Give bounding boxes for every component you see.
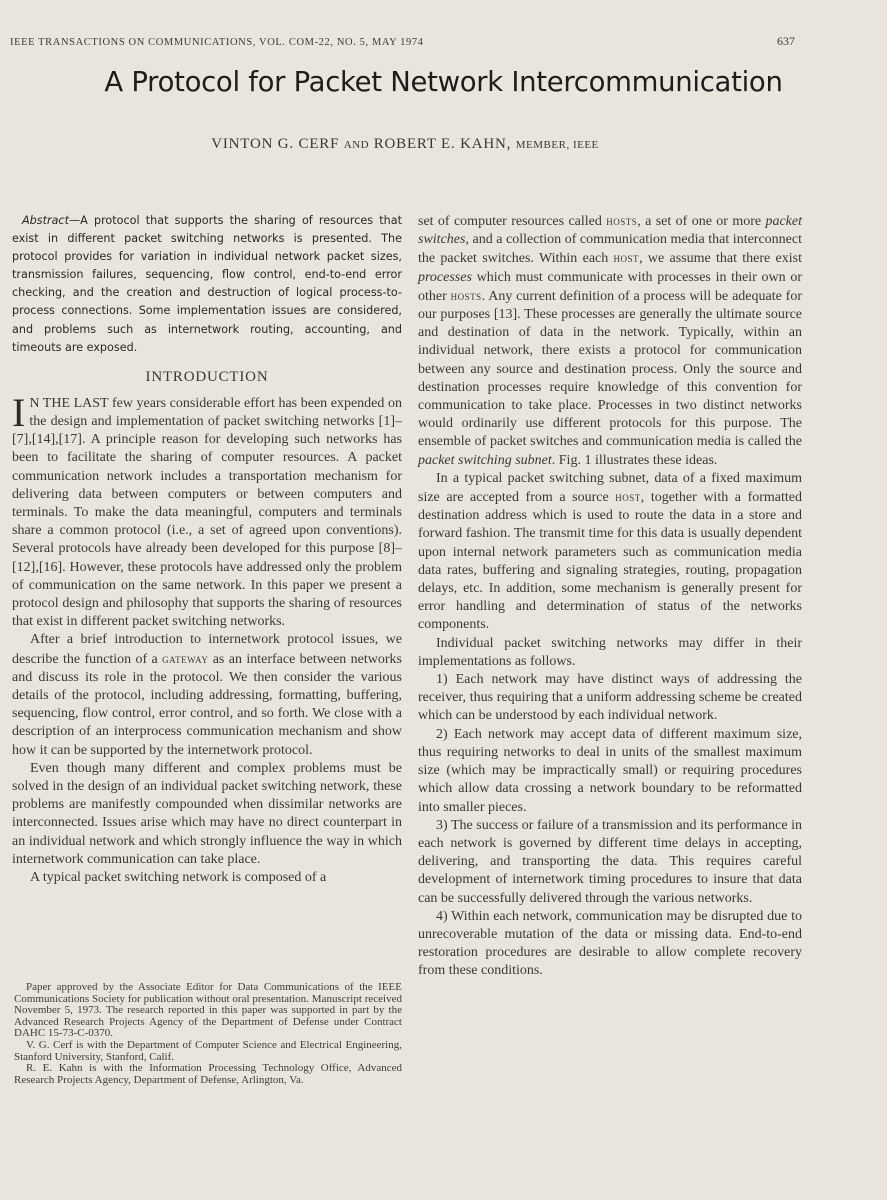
right-paragraph-3: Individual packet switching networks may differ in their implementations as follows.: [418, 635, 802, 669]
author-kahn: ROBERT E. KAHN,: [373, 136, 512, 152]
intro-paragraph-1: [12, 389, 402, 632]
rp1-d: , we assume that there exist: [639, 251, 802, 267]
footnote-approval: Paper approved by the Associate Editor for Data Communications of the IEEE Communications Society for publication without oral presentation. Manuscript received November 5, 1973. The research reported in this paper was supported in part by the Advanced Research Projects Agency of the Department of Defense under Contract DAHC 15-73-C-0370.: [14, 981, 402, 1040]
term-host: host: [613, 250, 640, 266]
author-line: [0, 136, 810, 153]
term-packet-switching-subnet: packet switching subnet: [418, 452, 552, 468]
term-packet-switches: packet switches: [418, 214, 802, 248]
rp2-b: , together with a formatted destination address which is used to route the data in a store and forward fashion. The transmit time for this data is usually dependent upon internal network parameters such as communication media data rates, buffering and signaling strategies, routing, propagation delays, etc. In addition, some mechanism is generally present for error handling and determination of status of the networks components.: [418, 490, 803, 633]
abstract: [12, 212, 402, 357]
term-host-2: host: [615, 489, 641, 505]
rp1-e: which must communicate with processes in their own or other: [418, 269, 803, 304]
abstract-lead: Abstract: [22, 214, 69, 227]
paper-title: A Protocol for Packet Network Intercommunication: [104, 66, 783, 98]
section-heading-introduction: INTRODUCTION: [145, 368, 269, 385]
intro-paragraph-3: Even though many different and complex problems must be solved in the design of an individual packet switching network, these problems are manifestly compounded when dissimilar networks are interconnected. Issues arise which may have no direct counterpart in an individual network and which strongly influence the way in which internetwork communication can take place.: [12, 760, 402, 867]
author-conjunction: AND: [343, 139, 370, 151]
list-item-2: 2) Each network may accept data of different maximum size, thus requiring networks to deal in units of the smallest maximum size (which may be impractically small) or requiring procedures which allow data crossing a network boundary to be reformatted into smaller pieces.: [418, 726, 802, 815]
author-cerf: VINTON G. CERF: [211, 136, 340, 152]
intro-paragraph-2: [12, 631, 402, 759]
running-head: IEEE TRANSACTIONS ON COMMUNICATIONS, VOL. COM-22, NO. 5, MAY 1974: [10, 37, 424, 48]
rp1-g: . Fig. 1 illustrates these ideas.: [551, 452, 718, 468]
rp1-b: , a set of one or more: [637, 214, 762, 229]
right-column: [418, 212, 802, 981]
author-membership: MEMBER, IEEE: [515, 139, 599, 151]
list-item-3: 3) The success or failure of a transmission and its performance in each network is governed by different time delays in accepting, delivering, and transporting the data. This requires careful development of internetwork timing procedures to insure that data can be successfully delivered through the various networks.: [418, 817, 802, 906]
drop-cap: I: [12, 389, 26, 435]
left-column: [12, 212, 402, 887]
footnote-cerf-affiliation: V. G. Cerf is with the Department of Computer Science and Electrical Engineering, Stanford University, Stanford, Calif.: [14, 1038, 402, 1063]
intro-paragraph-2-text-a: After a brief introduction to internetwork protocol issues, we describe the function of a: [12, 632, 402, 667]
intro-paragraph-1-text: N THE LAST few years considerable effort has been expended on the design and implementation of packet switching networks [1]–[7],[14],[17]. A principle reason for developing such networks has been to facilitate the sharing of computer resources. A packet communication network includes a transportation mechanism for delivering data between computers or between computers and terminals. To make the data meaningful, computers and terminals share a common protocol (i.e., a set of agreed upon conventions). Several protocols have already been developed for this purpose [8]–[12],[16]. However, these protocols have addressed only the problem of communication on the same network. In this paper we present a protocol design and philosophy that supports the sharing of resources that exist in different packet switching networks.: [12, 395, 402, 630]
introduction-body: [12, 389, 402, 887]
term-processes: processes: [418, 269, 472, 285]
footnote: [14, 982, 402, 1086]
abstract-text: —A protocol that supports the sharing of resources that exist in different packet switching networks is presented. The protocol provides for variation in individual network packet sizes, transmission failures, sequencing, flow control, end-to-end error checking, and the creation and destruction of logical process-to-process connections. Some implementation issues are considered, and problems such as internetwork routing, accounting, and timeouts are exposed.: [12, 214, 402, 354]
rp1-c: , and a collection of communication media that interconnect the packet switches. Within each: [418, 232, 802, 267]
rp2-a: In a typical packet switching subnet, data of a fixed maximum size are accepted from a source: [418, 470, 802, 506]
rp1-a: set of computer resources called: [418, 214, 602, 229]
term-gateway: gateway: [162, 650, 209, 666]
term-hosts-2: hosts: [450, 287, 482, 303]
list-item-4: 4) Within each network, communication may be disrupted due to unrecoverable mutation of the data or missing data. End-to-end restoration procedures are desirable to allow complete recovery from these conditions.: [418, 908, 802, 979]
right-paragraph-2: [418, 470, 802, 635]
term-hosts: hosts: [606, 213, 638, 228]
rp1-f: . Any current definition of a process will be adequate for our purposes [13]. These processes are generally the ultimate source and destination of data in the network. Typically, within an individual network, there exists a protocol for communication between any source and destination process. Only the source and destination processes require knowledge of this convention for communication to take place. Processes in two distinct networks would ordinarily use different protocols for this purpose. The ensemble of packet switches and communication media is called the: [418, 288, 803, 450]
intro-paragraph-2-text-b: as an interface between networks and discuss its role in the protocol. We then consider the various details of the protocol, including addressing, formatting, buffering, sequencing, flow control, error control, and so forth. We close with a description of an interprocess communication mechanism and show how it can be supported by the internetwork protocol.: [12, 651, 402, 758]
intro-paragraph-4: A typical packet switching network is composed of a: [30, 870, 327, 886]
list-item-1: 1) Each network may have distinct ways of addressing the receiver, thus requiring that a uniform addressing scheme be created which can be understood by each individual network.: [418, 672, 802, 724]
page-number: 637: [777, 34, 795, 48]
footnote-kahn-affiliation: R. E. Kahn is with the Information Processing Technology Office, Advanced Research Projects Agency, Department of Defense, Arlington, Va.: [14, 1062, 402, 1086]
right-paragraph-1: [418, 212, 802, 470]
